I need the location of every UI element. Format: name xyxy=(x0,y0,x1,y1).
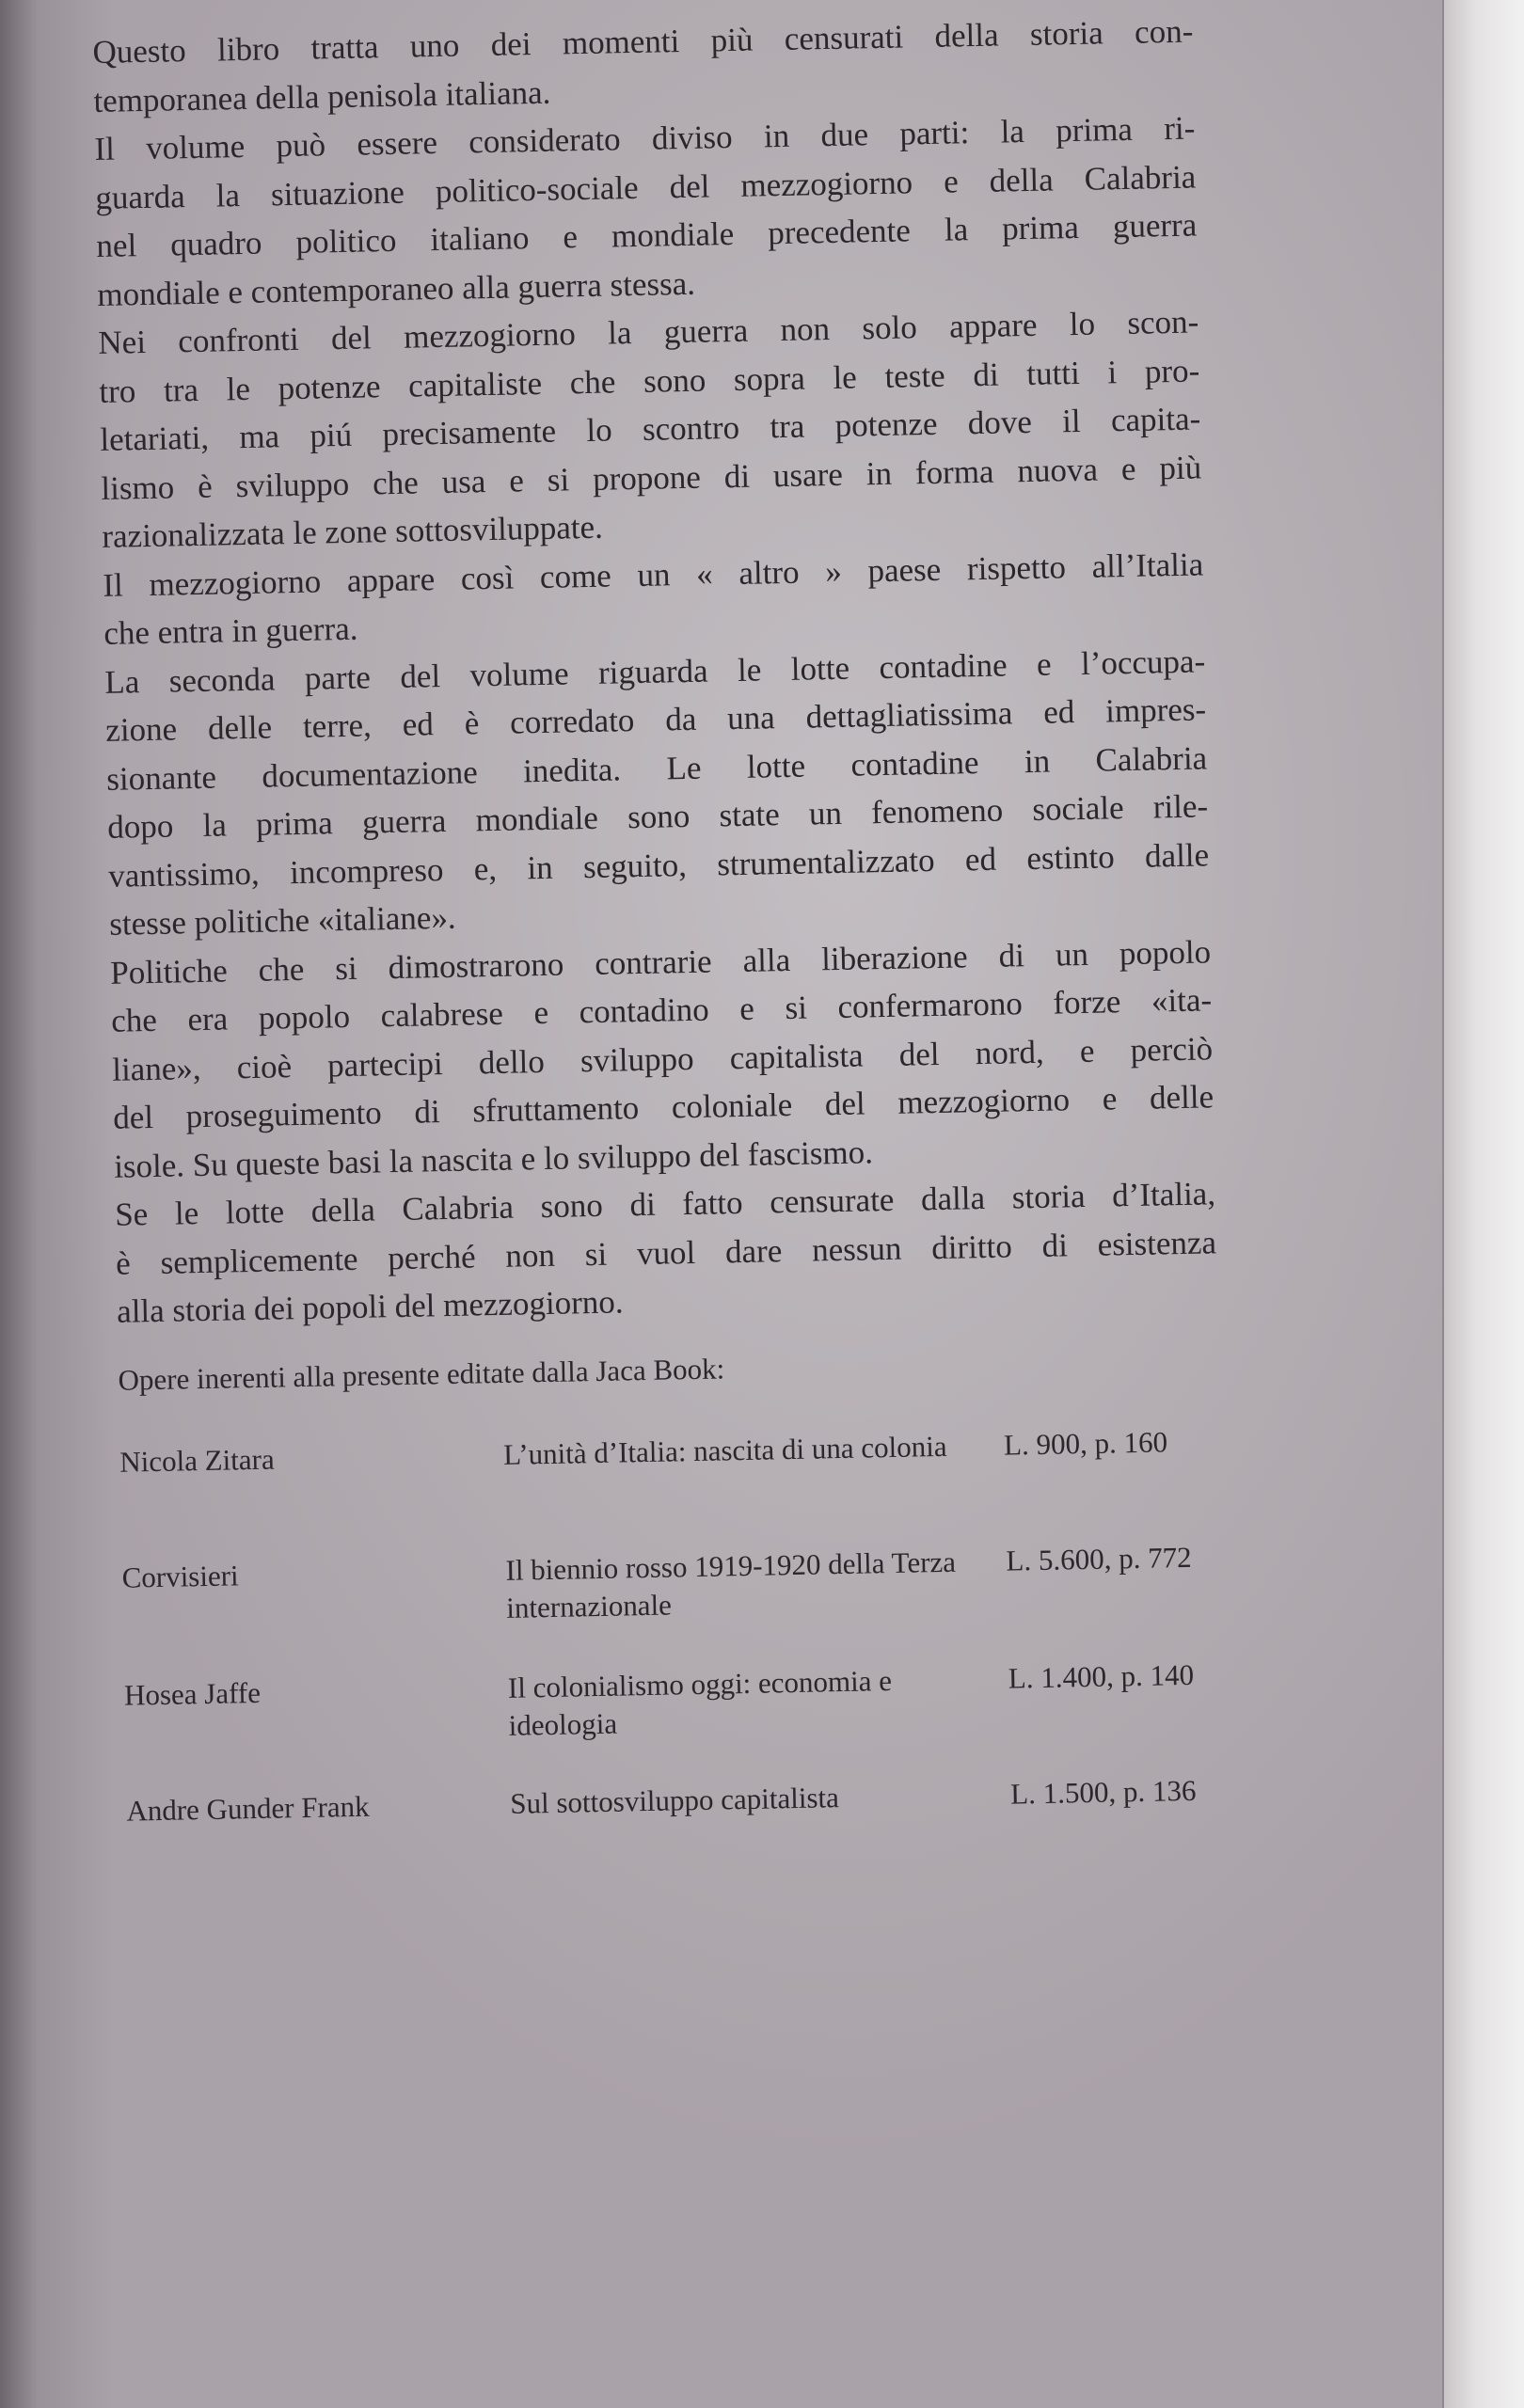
related-work-row xyxy=(123,1654,1347,1742)
description-line: sionante documentazione inedita. Le lotte contadine in Calabria xyxy=(105,738,1208,798)
description-line: stesse politiche «italiane». xyxy=(108,898,456,943)
description xyxy=(92,8,1217,1337)
description-line: è semplicemente perché non si vuol dare nessun diritto di esistenza xyxy=(115,1223,1217,1282)
description-line: Politiche che si dimostrarono contrarie alla liberazione di un popolo xyxy=(109,932,1212,991)
description-line: liane», cioè partecipi dello sviluppo capitalista del nord, e perciò xyxy=(111,1029,1214,1088)
description-line: La seconda parte del volume riguarda le lotte contadine e l’occupa- xyxy=(103,642,1206,701)
work-author: Hosea Jaffe xyxy=(123,1675,262,1712)
work-title: L’unità d’Italia: nascita di una colonia xyxy=(502,1429,947,1471)
page-edge xyxy=(1442,0,1524,2408)
description-line: Nei confronti del mezzogiorno la guerra non solo appare lo scon- xyxy=(98,303,1199,361)
description-line: Se le lotte della Calabria sono di fatto censurate dalla storia d’Italia, xyxy=(114,1175,1216,1233)
related-work-row xyxy=(121,1536,1344,1624)
description-line: Il mezzogiorno appare così come un « altro » paese rispetto all’Italia xyxy=(102,545,1204,604)
description-line: nel quadro politico italiano e mondiale precedente la prima guerra xyxy=(96,206,1198,264)
description-line: dopo la prima guerra mondiale sono state un fenomeno sociale rile- xyxy=(106,787,1209,846)
work-author: Andre Gunder Frank xyxy=(126,1789,370,1828)
related-work-row xyxy=(126,1769,1349,1828)
related-work-row xyxy=(119,1420,1342,1479)
work-price: L. 5.600, p. 772 xyxy=(1006,1540,1192,1577)
description-line: letariati, ma piú precisamente lo scontro tra potenze dove il capita- xyxy=(100,400,1201,458)
description-line: isole. Su queste basi la nascita e lo sviluppo del fascismo. xyxy=(113,1133,874,1185)
work-author: Corvisieri xyxy=(121,1559,239,1594)
description-line: Il volume può essere considerato diviso in due parti: la prima ri- xyxy=(94,109,1196,167)
work-price: L. 900, p. 160 xyxy=(1003,1425,1168,1462)
description-line: che era popolo calabrese e contadino e si confermarono forze «ita- xyxy=(110,981,1213,1039)
work-title: Sul sottosviluppo capitalista xyxy=(509,1781,840,1820)
work-price: L. 1.500, p. 136 xyxy=(1009,1773,1197,1811)
related-works-intro: Opere inerenti alla presente editate dalla Jaca Book: xyxy=(118,1352,725,1397)
description-line: alla storia dei popoli del mezzogiorno. xyxy=(116,1283,624,1330)
work-title: Il biennio rosso 1919-1920 della Terza internazionale xyxy=(505,1545,957,1624)
cover-text xyxy=(92,8,1217,1828)
work-price: L. 1.400, p. 140 xyxy=(1008,1657,1195,1695)
description-line: razionalizzata le zone sottosviluppate. xyxy=(102,508,604,555)
work-author: Nicola Zitara xyxy=(119,1442,275,1479)
description-line: lismo è sviluppo che usa e si propone di usare in forma nuova e più xyxy=(101,448,1202,507)
description-line: vantissimo, incompreso e, in seguito, strumentalizzato ed estinto dalle xyxy=(107,835,1210,895)
description-line: che entra in guerra. xyxy=(103,610,358,652)
description-line: del proseguimento di sfruttamento coloniale del mezzogiorno e delle xyxy=(112,1078,1214,1136)
description-line: mondiale e contemporaneo alla guerra stessa. xyxy=(97,264,696,313)
description-line: tro tra le potenze capitaliste che sono sopra le teste di tutti i pro- xyxy=(99,351,1200,410)
description-line: zione delle terre, ed è corredato da una dettagliatissima ed impres- xyxy=(104,690,1207,749)
description-line: Questo libro tratta uno dei momenti più censurati della storia con- xyxy=(92,12,1194,71)
description-line: temporanea della penisola italiana. xyxy=(93,73,551,119)
description-line: guarda la situazione politico-sociale del mezzogiorno e della Calabria xyxy=(95,158,1197,216)
work-title: Il colonialismo oggi: economia e ideologia xyxy=(507,1664,893,1742)
